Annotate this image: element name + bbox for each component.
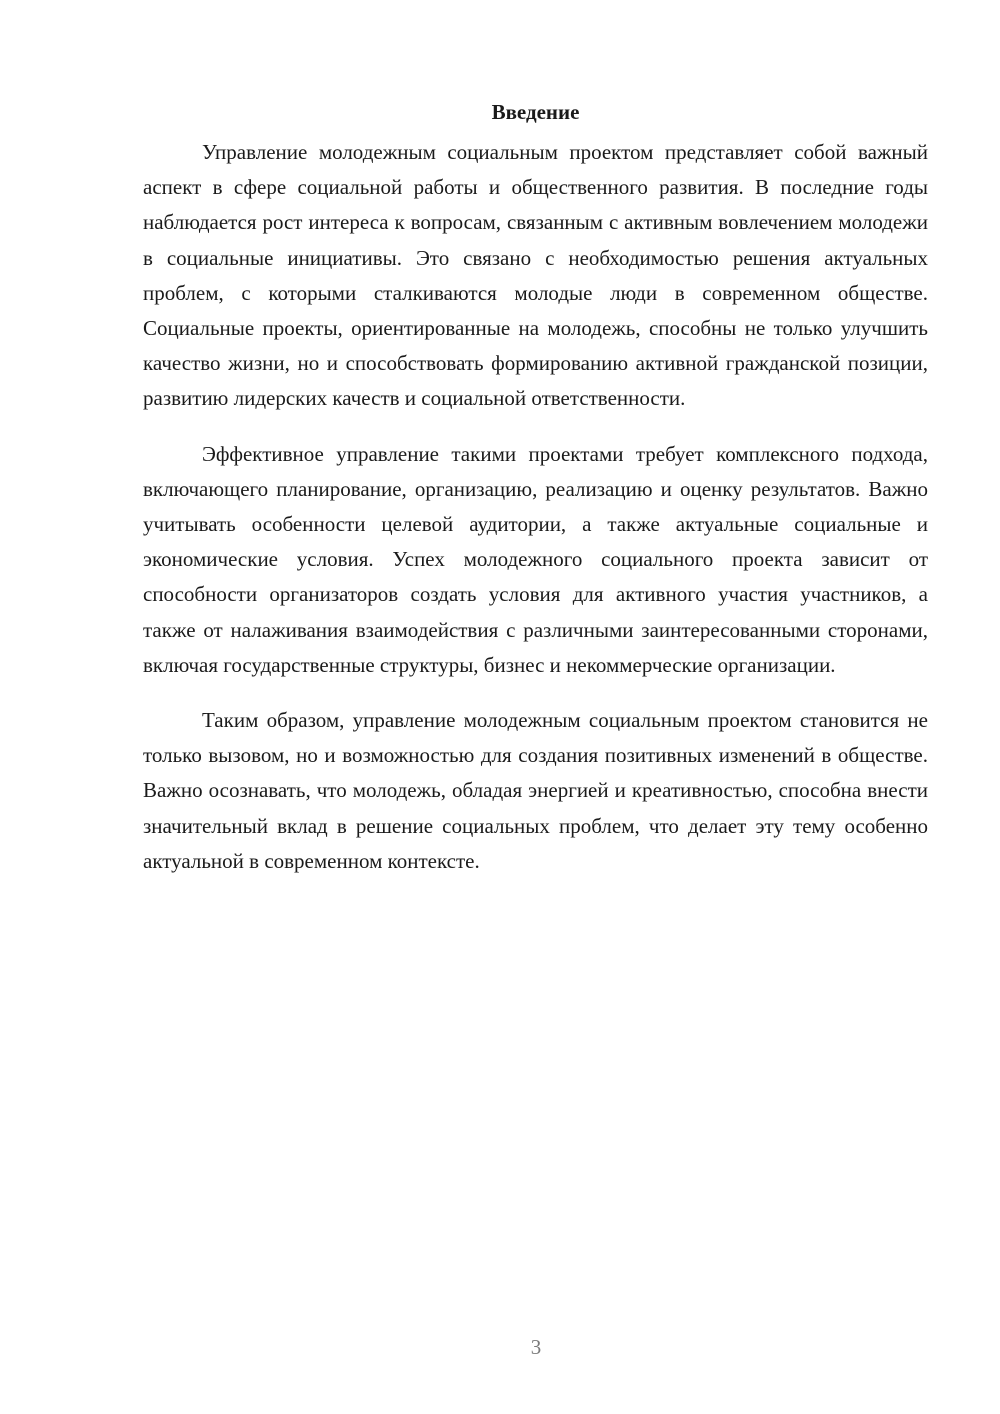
paragraph-2: Эффективное управление такими проектами требует комплексного подхода, включающего планирование, организацию, реализацию и оценку результатов. Важно учитывать особенности целевой аудитории, а также актуальные социальные и экономические условия. Успех молодежного социального проекта зависит от способности организаторов создать условия для активного участия участников, а также от налаживания взаимодействия с различными заинтересованными сторонами, включая государственные структуры, бизнес и некоммерческие организации.: [143, 441, 928, 677]
section-title: Введение: [491, 100, 580, 124]
page-content: [143, 97, 928, 899]
paragraph-3: Таким образом, управление молодежным социальным проектом становится не только вызовом, но и возможностью для создания позитивных изменений в обществе. Важно осознавать, что молодежь, обладая энергией и креативностью, способна внести значительный вклад в решение социальных проблем, что делает эту тему особенно актуальной в современном контексте.: [143, 708, 928, 873]
page-number: 3: [530, 1335, 542, 1359]
paragraph-1: Управление молодежным социальным проектом представляет собой важный аспект в сфере социальной работы и общественного развития. В последние годы наблюдается рост интереса к вопросам, связанным с активным вовлечением молодежи в социальные инициативы. Это связано с необходимостью решения актуальных проблем, с которыми сталкиваются молодые люди в современном обществе. Социальные проекты, ориентированные на молодежь, способны не только улучшить качество жизни, но и способствовать формированию активной гражданской позиции, развитию лидерских качеств и социальной ответственности.: [143, 140, 928, 411]
